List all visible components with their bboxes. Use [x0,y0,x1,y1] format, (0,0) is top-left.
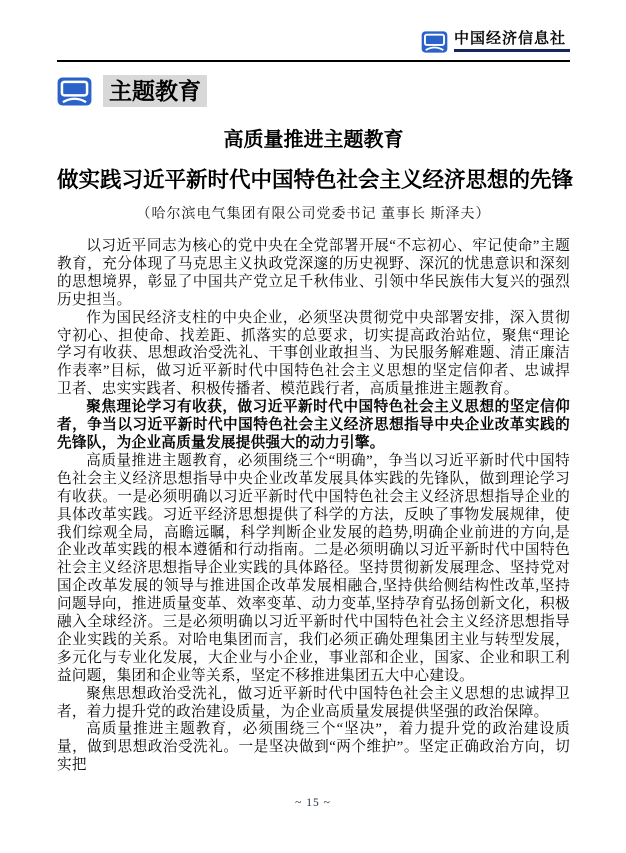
article-subtitle: 做实践习近平新时代中国特色社会主义经济思想的先锋 [57,168,574,192]
publisher-logo [421,30,570,53]
body-paragraph: 以习近平同志为核心的党中央在全党部署开展“不忘初心、牢记使命”主题教育，充分体现了马克思主义执政党深邃的历史视野、深沉的忧患意识和深刻的思想境界，彰显了中国共产党立足千秋伟业、引领中华民族伟大复兴的强烈历史担当。 [57,238,570,308]
body-paragraph: 作为国民经济支柱的中央企业，必须坚决贯彻党中央部署安排，深入贯彻守初心、担使命、找差距、抓落实的总要求，切实提高政治站位，聚焦“理论学习有收获、思想政治受洗礼、干事创业敢担当、为民服务解难题、清正廉洁作表率”目标，做习近平新时代中国特色社会主义思想的坚定信仰者、忠诚捍卫者、忠实实践者、积极传播者、模范践行者，高质量推进主题教育。 [57,309,570,398]
section-header [57,75,570,107]
header-rule [57,60,570,62]
body-paragraph: 高质量推进主题教育，必须围绕三个“坚决”，着力提升党的政治建设质量，做到思想政治受洗礼。一是坚决做到“两个维护”。坚定正确政治方向，切实把 [57,721,570,774]
logo-tagline-bar [454,49,570,52]
article-body [57,238,570,775]
logo-text-column [454,30,570,52]
body-paragraph: 聚焦理论学习有收获，做习近平新时代中国特色社会主义思想的坚定信仰者，争当以习近平新时代中国特色社会主义经济思想指导中央企业改革实践的先锋队，为企业高质量发展提供强大的动力引擎。 [57,399,570,451]
section-label: 主题教育 [103,75,207,107]
article-byline: （哈尔滨电气集团有限公司党委书记 董事长 斯泽夫） [136,207,491,222]
page-number: ~ 15 ~ [295,797,331,809]
masthead [57,30,570,53]
article-title: 高质量推进主题教育 [223,129,404,151]
body-paragraph: 聚焦思想政治受洗礼，做习近平新时代中国特色社会主义思想的忠诚捍卫者，着力提升党的政治建设质量，为企业高质量发展提供坚强的政治保障。 [57,685,570,720]
body-paragraph: 高质量推进主题教育，必须围绕三个“明确”，争当以习近平新时代中国特色社会主义经济思想指导中央企业改革发展具体实践的先锋队，做到理论学习有收获。一是必须明确以习近平新时代中国特色社会主义经济思想指导企业的具体改革实践。习近平经济思想提供了科学的方法，反映了事物发展规律，使我们综观全局，高瞻远瞩，科学判断企业发展的趋势,明确企业前进的方向,是企业改革实践的根本遵循和行动指南。二是必须明确以习近平新时代中国特色社会主义经济思想指导企业实践的具体路径。坚持贯彻新发展理念、坚持党对国企改革发展的领导与推进国企改革发展相融合,坚持供给侧结构性改革,坚持问题导向，推进质量变革、效率变革、动力变革,坚持孕育弘扬创新文化，积极融入全球经济。三是必须明确以习近平新时代中国特色社会主义经济思想指导企业实践的关系。对哈电集团而言，我们必须正确处理集团主业与转型发展，多元化与专业化发展，大企业与小企业，事业部和企业，国家、企业和职工利益问题，集团和企业等关系，坚定不移推进集团五大中心建设。 [57,452,570,684]
broadcast-screen-icon [57,77,92,106]
broadcast-screen-icon [421,31,448,53]
publisher-name: 中国经济信息社 [454,30,567,47]
